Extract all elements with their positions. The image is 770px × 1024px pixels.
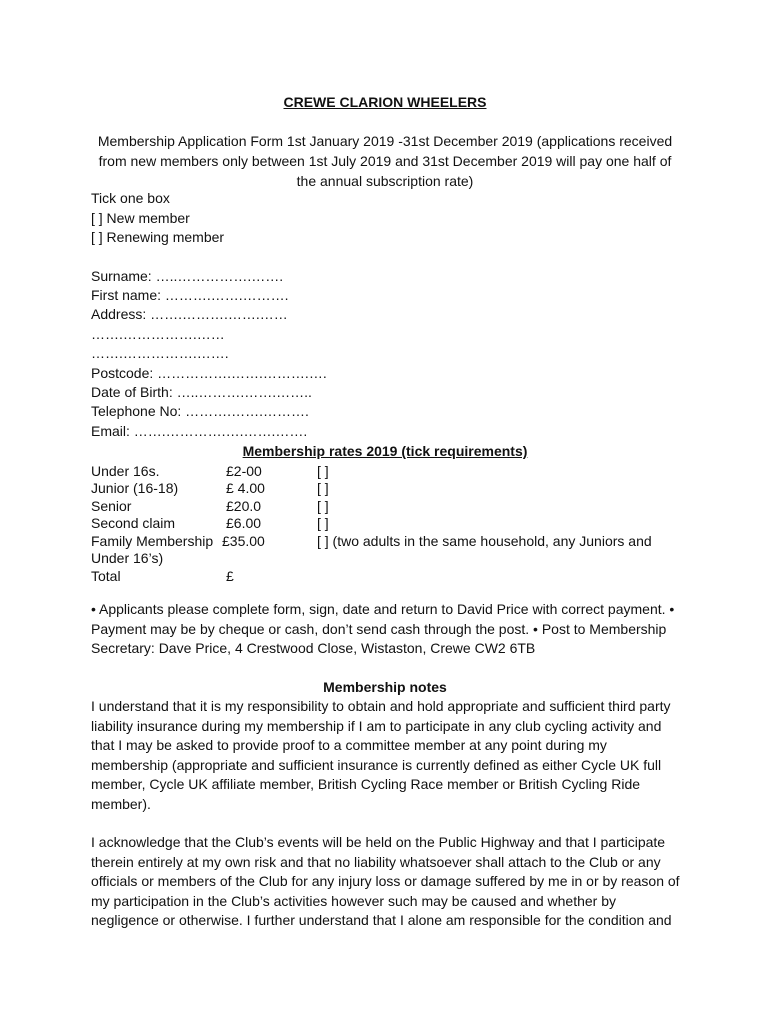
total-value-field[interactable]: £: [226, 568, 234, 584]
rate-price: £ 4.00: [226, 480, 265, 496]
notes-line: my participation in the Club’s activities however such may be caused and whether by: [91, 892, 617, 909]
notes-line: therein entirely at my own risk and that no liability whatsoever shall attach to the Club or any: [91, 853, 661, 870]
notes-line: that I may be asked to provide proof to a committee member at any point during my: [91, 737, 607, 753]
renewing-member-checkbox[interactable]: [ ] Renewing member: [91, 229, 225, 245]
notes-line: I understand that it is my responsibility to obtain and hold appropriate and sufficient third party: [91, 698, 671, 714]
intro-text: [95, 131, 675, 191]
intro-line: from new members only between 1st July 2019 and 31st December 2019 will pay one half of: [98, 153, 672, 169]
email-field[interactable]: Email: …….………….….…….…….: [91, 423, 308, 439]
rate-price: £20.0: [226, 498, 262, 514]
rate-name: Senior: [91, 498, 132, 514]
new-member-checkbox[interactable]: [ ] New member: [91, 210, 190, 226]
instructions-text: [91, 600, 691, 659]
notes-line: liability insurance during my membership if I am to participate in any club cycling activity and: [91, 717, 662, 734]
notes-line: membership (appropriate and sufficient insurance is currently defined as either Cycle UK full: [91, 756, 662, 773]
date-of-birth-field[interactable]: Date of Birth: …..……….…….……..: [91, 384, 312, 400]
page-title: CREWE CLARION WHEELERS: [283, 94, 487, 110]
instructions-line: • Applicants please complete form, sign, date and return to David Price with correct payment. •: [91, 601, 675, 617]
intro-line: Membership Application Form 1st January 2019 -31st December 2019 (applications received: [97, 133, 673, 149]
telephone-field[interactable]: Telephone No: ……….…….……….: [91, 403, 309, 419]
rate-name-continuation: Under 16’s): [91, 550, 164, 566]
rate-name: Family Membership: [91, 533, 214, 549]
address-field[interactable]: Address: …….……….…….……: [91, 306, 288, 322]
rate-tick-box[interactable]: [ ]: [317, 515, 329, 531]
notes-line: officials or members of the Club for any injury loss or damage suffered by me in or by reason of: [91, 873, 680, 889]
first-name-field[interactable]: First name: ……….…….……….: [91, 287, 289, 303]
rate-price: £2-00: [226, 463, 262, 479]
notes-paragraph-2: [91, 833, 691, 931]
rate-price: £6.00: [226, 515, 262, 531]
rate-price: £35.00: [222, 533, 265, 549]
rate-tick-box[interactable]: [ ] (two adults in the same household, any Juniors and: [317, 533, 652, 549]
instructions-line: Secretary: Dave Price, 4 Crestwood Close, Wistaston, Crewe CW2 6TB: [91, 640, 536, 656]
notes-line: I acknowledge that the Club’s events will be held on the Public Highway and that I participate: [91, 834, 666, 850]
tick-box-label: Tick one box: [91, 190, 170, 206]
notes-line: member).: [91, 795, 151, 812]
notes-paragraph-1: [91, 697, 691, 814]
postcode-field[interactable]: Postcode: …………….…….……….….: [91, 365, 327, 381]
surname-field[interactable]: Surname: …..…………….…….: [91, 268, 284, 284]
notes-line: negligence or otherwise. I further understand that I alone am responsible for the condition and: [91, 912, 672, 928]
rate-name: Under 16s.: [91, 463, 160, 479]
rate-tick-box[interactable]: [ ]: [317, 463, 329, 479]
rate-name: Junior (16-18): [91, 480, 179, 496]
address-line-2-field[interactable]: …….…………….……: [91, 326, 225, 342]
rate-tick-box[interactable]: [ ]: [317, 480, 329, 496]
rates-heading: Membership rates 2019 (tick requirements): [242, 443, 528, 459]
notes-line: member, Cycle UK affiliate member, British Cycling Race member or British Cycling Ride: [91, 776, 641, 792]
rate-tick-box[interactable]: [ ]: [317, 498, 329, 514]
instructions-line: Payment may be by cheque or cash, don’t send cash through the post. • Post to Membership: [91, 620, 667, 637]
rate-name: Second claim: [91, 515, 176, 531]
intro-line: the annual subscription rate): [296, 173, 474, 189]
notes-heading: Membership notes: [323, 679, 447, 695]
address-line-3-field[interactable]: …….…………….…….: [91, 345, 229, 361]
total-label: Total: [91, 568, 121, 584]
